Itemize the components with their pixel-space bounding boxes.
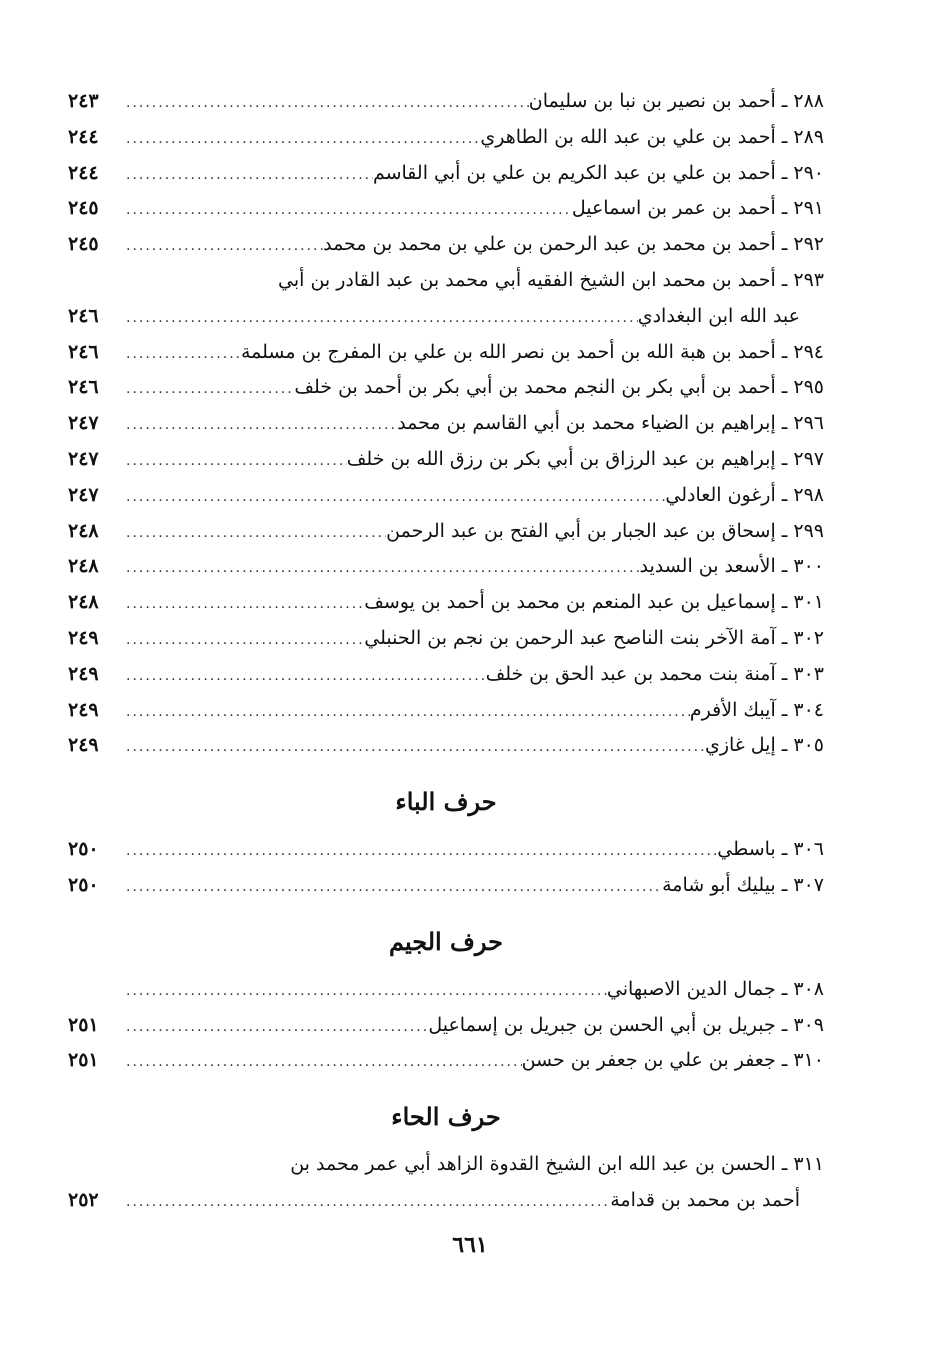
toc-entry-title: ٣٠٠ ـ الأسعد بن السديد <box>639 555 824 578</box>
toc-entry-page: ٢٥١ <box>68 1049 99 1072</box>
table-of-contents <box>68 84 824 1219</box>
toc-entry-title: ٣١١ ـ الحسن بن عبد الله ابن الشيخ القدوة الزاهد أبي عمر محمد بن <box>290 1153 824 1176</box>
toc-entry <box>68 868 824 904</box>
toc-entry-page: ٢٤٨ <box>68 591 99 614</box>
dot-leader <box>120 587 364 623</box>
toc-entry-page: ٢٥٢ <box>68 1188 99 1211</box>
toc-entry <box>68 514 824 550</box>
toc-entry-page: ٢٤٤ <box>68 161 99 184</box>
toc-entry-title: ٣٠٥ ـ إيل غازي <box>704 734 824 757</box>
dot-leader <box>120 480 665 516</box>
toc-entry-page: ٢٤٩ <box>68 734 99 757</box>
toc-entry-title: ٢٩٣ ـ أحمد بن محمد ابن الشيخ الفقيه أبي محمد بن عبد القادر بن أبي <box>278 268 824 291</box>
dot-leader <box>120 122 480 158</box>
section-heading-ha: حرف الحاء <box>391 1102 501 1132</box>
dot-leader <box>120 1010 428 1046</box>
toc-entry-page: ٢٤٩ <box>68 626 99 649</box>
toc-entry-title: ٣١٠ ـ جعفر بن علي بن جعفر بن حسن <box>521 1049 824 1072</box>
dot-leader <box>120 1185 610 1221</box>
entries-section-jim <box>68 972 824 1079</box>
dot-leader <box>120 193 572 229</box>
toc-entry-title: ٢٨٩ ـ أحمد بن علي بن عبد الله بن الطاهري <box>480 125 824 148</box>
toc-entry-title: ٢٩٥ ـ أحمد بن أبي بكر بن النجم محمد بن أبي بكر بن أحمد بن خلف <box>294 376 824 399</box>
section-heading-ba: حرف الباء <box>395 787 497 817</box>
toc-entry <box>68 728 824 764</box>
toc-entry-title: عبد الله ابن البغدادي <box>637 304 800 327</box>
toc-entry <box>68 478 824 514</box>
toc-entry-page: ٢٤٦ <box>68 376 99 399</box>
toc-entry <box>68 335 824 371</box>
dot-leader <box>120 516 386 552</box>
toc-entry-page: ٢٤٨ <box>68 519 99 542</box>
toc-entry-page: ٢٤٥ <box>68 233 99 256</box>
section-heading-jim: حرف الجيم <box>389 926 503 956</box>
toc-entry <box>68 299 824 335</box>
toc-entry-title: ٢٨٨ ـ أحمد بن نصير بن نبا بن سليمان <box>528 90 824 112</box>
toc-entry-title: ٢٩٢ ـ أحمد بن محمد بن عبد الرحمن بن علي بن محمد بن محمد <box>323 233 824 256</box>
toc-entry-page: ٢٤٥ <box>68 197 99 220</box>
toc-entry-title: ٣٠٤ ـ آيبك الأفرم <box>689 698 824 721</box>
toc-entry <box>68 832 824 868</box>
dot-leader <box>120 158 373 194</box>
toc-entry <box>68 191 824 227</box>
toc-entry-title: ٢٩١ ـ أحمد بن عمر بن اسماعيل <box>571 197 824 220</box>
toc-entry <box>68 972 824 1008</box>
toc-entry-page: ٢٤٩ <box>68 662 99 685</box>
dot-leader <box>120 337 241 373</box>
dot-leader <box>120 623 364 659</box>
toc-entry-title: ٣٠٢ ـ آمة الآخر بنت الناصح عبد الرحمن بن نجم بن الحنبلي <box>364 626 824 649</box>
entries-section-ba <box>68 832 824 904</box>
dot-leader <box>120 870 662 906</box>
toc-entry-page: ٢٤٨ <box>68 555 99 578</box>
dot-leader <box>120 86 529 122</box>
dot-leader <box>120 974 607 1010</box>
toc-entry-title: ٢٩٩ ـ إسحاق بن عبد الجبار بن أبي الفتح بن عبد الرحمن <box>386 519 824 542</box>
page-number: ٦٦١ <box>452 1232 488 1258</box>
toc-entry-title: أحمد بن محمد بن قدامة <box>610 1188 800 1211</box>
toc-entry-title: ٣٠٩ ـ جبريل بن أبي الحسن بن جبريل بن إسماعيل <box>428 1013 824 1036</box>
toc-entry-page: ٢٤٧ <box>68 447 99 470</box>
dot-leader <box>120 551 639 587</box>
dot-leader <box>120 730 705 766</box>
toc-entry <box>68 693 824 729</box>
dot-leader <box>120 659 486 695</box>
entries-section-alif <box>68 84 824 764</box>
toc-entry <box>68 1043 824 1079</box>
toc-entry <box>68 1008 824 1044</box>
toc-entry <box>68 406 824 442</box>
toc-entry <box>68 227 824 263</box>
toc-entry-page: ٢٤٣ <box>68 90 99 112</box>
toc-entry <box>68 263 824 299</box>
toc-entry-page: ٢٤٦ <box>68 340 99 363</box>
toc-entry <box>68 442 824 478</box>
toc-entry <box>68 1147 824 1183</box>
toc-entry-title: ٣٠٣ ـ آمنة بنت محمد بن عبد الحق بن خلف <box>485 662 824 685</box>
toc-entry-title: ٣٠٧ ـ بيليك أبو شامة <box>662 873 824 896</box>
toc-entry-page: ٢٤٦ <box>68 304 99 327</box>
toc-entry-page: ٢٥١ <box>68 1013 99 1036</box>
toc-entry-title: ٢٩٧ ـ إبراهيم بن عبد الرزاق بن أبي بكر بن رزق الله بن خلف <box>346 447 824 470</box>
toc-entry-page: ٢٤٩ <box>68 698 99 721</box>
toc-entry-title: ٣٠٨ ـ جمال الدين الاصبهاني <box>606 977 824 1000</box>
toc-entry-page: ٢٤٤ <box>68 125 99 148</box>
toc-entry <box>68 549 824 585</box>
toc-entry <box>68 657 824 693</box>
toc-entry <box>68 156 824 192</box>
toc-entry-title: ٢٩٦ ـ إبراهيم بن الضياء محمد بن أبي القاسم بن محمد <box>397 412 824 435</box>
toc-entry-title: ٢٩٠ ـ أحمد بن علي بن عبد الكريم بن علي بن أبي القاسم <box>372 161 824 184</box>
dot-leader <box>120 1045 522 1081</box>
toc-entry <box>68 84 824 120</box>
entries-section-ha <box>68 1147 824 1219</box>
dot-leader <box>120 408 397 444</box>
dot-leader <box>120 372 294 408</box>
toc-entry-title: ٣٠١ ـ إسماعيل بن عبد المنعم بن محمد بن أحمد بن يوسف <box>364 591 824 614</box>
toc-entry-title: ٢٩٨ ـ أرغون العادلي <box>665 483 824 506</box>
toc-entry <box>68 120 824 156</box>
toc-entry <box>68 585 824 621</box>
dot-leader <box>120 301 638 337</box>
toc-entry-page: ٢٤٧ <box>68 412 99 435</box>
toc-entry <box>68 621 824 657</box>
toc-entry-page: ٢٤٧ <box>68 483 99 506</box>
dot-leader <box>120 229 323 265</box>
toc-entry-page: ٢٥٠ <box>68 838 99 861</box>
toc-entry <box>68 1183 824 1219</box>
toc-entry-title: ٣٠٦ ـ باسطي <box>717 838 824 861</box>
toc-entry-title: ٢٩٤ ـ أحمد بن هبة الله بن أحمد بن نصر الله بن علي بن المفرج بن مسلمة <box>240 340 824 363</box>
toc-entry <box>68 370 824 406</box>
dot-leader <box>120 695 690 731</box>
dot-leader <box>120 444 347 480</box>
toc-entry-page: ٢٥٠ <box>68 873 99 896</box>
dot-leader <box>120 834 717 870</box>
